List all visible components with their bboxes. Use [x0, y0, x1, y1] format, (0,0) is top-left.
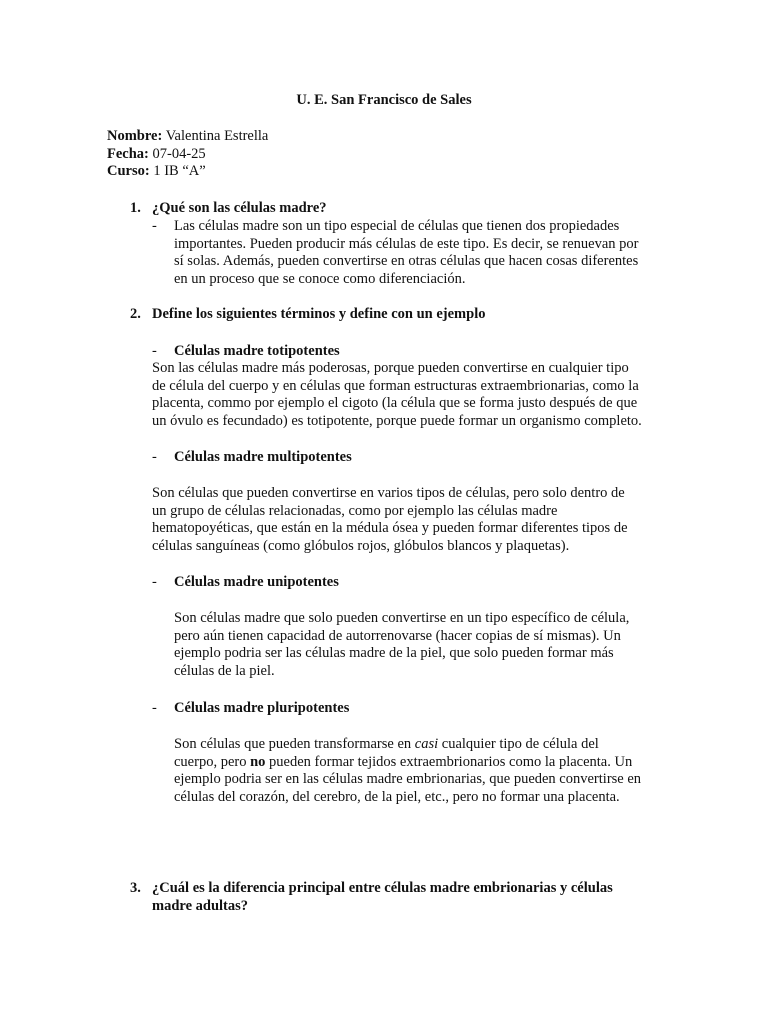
q1-answer: [174, 218, 638, 288]
name-value: Valentina Estrella: [165, 128, 269, 144]
pluripotentes-heading: Células madre pluripotentes: [174, 700, 350, 716]
school-title: U. E. San Francisco de Sales: [296, 92, 472, 108]
pluripotentes-line2-bold: no: [250, 753, 266, 770]
pluripotentes-line: [174, 736, 641, 754]
totipotentes-heading: Células madre totipotentes: [174, 343, 340, 359]
q3-number: 3.: [130, 880, 141, 896]
unipotentes-line: ejemplo podria ser las células madre de la piel, que solo pueden formar más: [174, 645, 614, 662]
q3-question-line: madre adultas?: [152, 897, 249, 914]
multipotentes-heading: Células madre multipotentes: [174, 449, 352, 465]
q1-number: 1.: [130, 200, 141, 216]
q1-question: ¿Qué son las células madre?: [152, 200, 327, 216]
name-label: Nombre:: [107, 128, 163, 144]
pluripotentes-line2-b: pueden formar tejidos extraembrionarios como la placenta. Un: [265, 753, 633, 770]
pluripotentes-line: células del corazón, del cerebro, de la piel, etc., pero no formar una placenta.: [174, 788, 620, 805]
unipotentes-heading: Células madre unipotentes: [174, 574, 339, 590]
q1-answer-line: Las células madre son un tipo especial de células que tienen dos propiedades: [174, 218, 620, 234]
q1-answer-line: importantes. Pueden producir más células de este tipo. Es decir, se renuevan por: [174, 235, 639, 252]
multipotentes-line: células sanguíneas (como glóbulos rojos, glóbulos blancos y plaquetas).: [152, 537, 570, 554]
pluripotentes-bullet: -: [152, 700, 157, 716]
unipotentes-text: [174, 610, 629, 680]
q1-answer-line: sí solas. Además, pueden convertirse en otras células que hacen cosas diferentes: [174, 253, 639, 270]
totipotentes-line: placenta, commo por ejemplo el cigoto (la célula que se forma justo después de que: [152, 395, 638, 412]
unipotentes-line: células de la piel.: [174, 662, 275, 679]
pluripotentes-text: [174, 736, 641, 806]
date-value: 07-04-25: [152, 145, 206, 162]
q3-question: [152, 880, 613, 915]
q3-question-line: ¿Cuál es la diferencia principal entre células madre embrionarias y células: [152, 880, 613, 896]
multipotentes-text: [152, 485, 628, 555]
totipotentes-line: un óvulo es fecundado) es totipotente, porque puede formar un organismo completo.: [152, 412, 642, 429]
student-info: [107, 128, 268, 181]
q2-number: 2.: [130, 306, 141, 322]
pluripotentes-line1-b: cualquier tipo de célula del: [438, 736, 599, 752]
pluripotentes-line: [174, 754, 641, 772]
date-label: Fecha:: [107, 145, 149, 162]
totipotentes-line: Son las células madre más poderosas, porque pueden convertirse en cualquier tipo: [152, 360, 629, 376]
multipotentes-line: un grupo de células relacionadas, como por ejemplo las células madre: [152, 502, 558, 519]
unipotentes-line: Son células madre que solo pueden convertirse en un tipo específico de célula,: [174, 610, 630, 626]
unipotentes-line: pero aún tienen capacidad de autorrenovarse (hacer copias de sí mismas). Un: [174, 627, 621, 644]
multipotentes-bullet: -: [152, 449, 157, 465]
pluripotentes-line2-a: cuerpo, pero: [174, 753, 251, 770]
totipotentes-bullet: -: [152, 343, 157, 359]
totipotentes-text: [152, 360, 642, 430]
q1-answer-line: en un proceso que se conoce como diferenciación.: [174, 270, 466, 287]
q1-bullet: -: [152, 218, 157, 234]
course-line: [107, 163, 268, 181]
pluripotentes-line1-a: Son células que pueden transformarse en: [174, 736, 415, 752]
multipotentes-line: hematopoyéticas, que están en la médula ósea y pueden formar diferentes tipos de: [152, 520, 628, 537]
unipotentes-bullet: -: [152, 574, 157, 590]
multipotentes-line: Son células que pueden convertirse en varios tipos de células, pero solo dentro de: [152, 485, 625, 501]
pluripotentes-line1-italic: casi: [414, 736, 439, 752]
name-line: [107, 128, 268, 146]
course-value: 1 IB “A”: [153, 163, 206, 180]
q2-question: Define los siguientes términos y define con un ejemplo: [152, 306, 486, 322]
course-label: Curso:: [107, 163, 150, 180]
pluripotentes-line: ejemplo podria ser en las células madre embrionarias, que pueden convertirse en: [174, 771, 642, 788]
date-line: [107, 146, 268, 164]
totipotentes-line: de célula del cuerpo y en células que forman estructuras extraembrionarias, como la: [152, 377, 639, 394]
